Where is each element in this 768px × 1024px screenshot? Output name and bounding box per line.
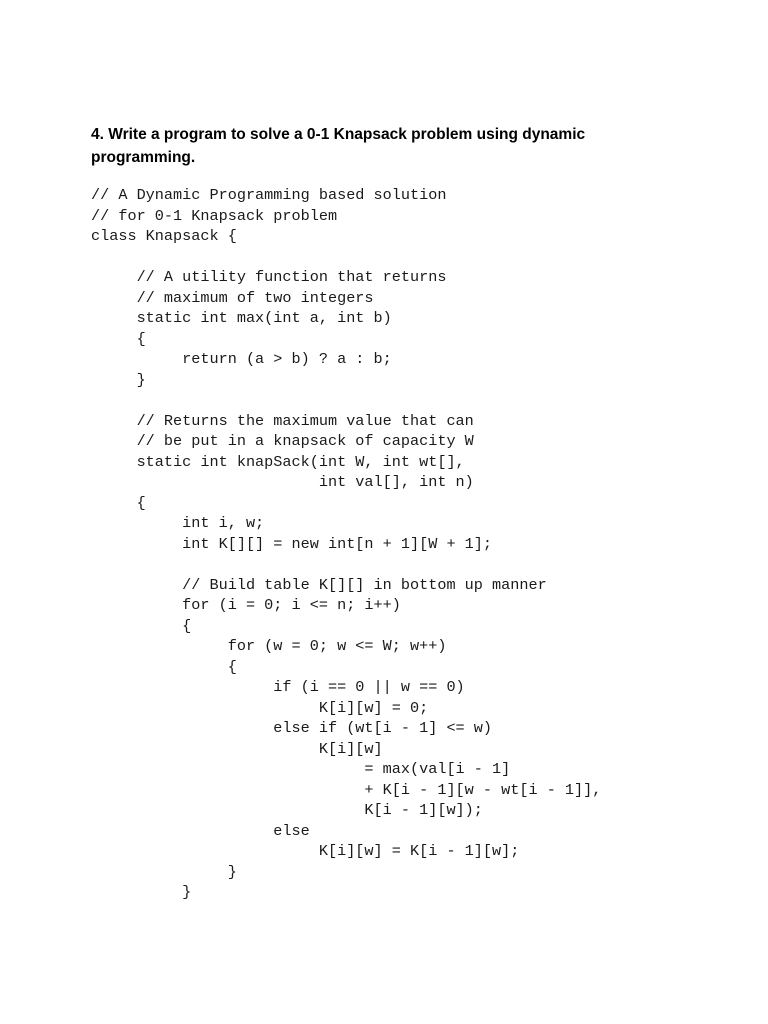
code-line: } <box>91 883 192 901</box>
code-line <box>91 554 601 575</box>
question-heading-line-1: 4. Write a program to solve a 0-1 Knapsack problem using dynamic <box>91 126 586 143</box>
code-line: = max(val[i - 1] <box>91 760 511 778</box>
code-line: else if (wt[i - 1] <= w) <box>91 719 493 737</box>
code-line: // A Dynamic Programming based solution <box>91 186 447 204</box>
code-line: for (i = 0; i <= n; i++) <box>91 596 401 614</box>
code-line: class Knapsack { <box>91 227 237 245</box>
code-line: int val[], int n) <box>91 473 474 491</box>
code-line <box>91 247 601 268</box>
code-line <box>91 390 601 411</box>
question-heading-line-2: programming. <box>91 149 196 166</box>
code-line: // maximum of two integers <box>91 288 374 307</box>
code-line: + K[i - 1][w - wt[i - 1]], <box>91 780 602 799</box>
question-heading <box>91 123 691 169</box>
code-line: K[i][w] <box>91 739 383 758</box>
code-line: // Returns the maximum value that can <box>91 411 474 430</box>
code-line: return (a > b) ? a : b; <box>91 350 392 368</box>
code-line: if (i == 0 || w == 0) <box>91 678 465 696</box>
code-line: int K[][] = new int[n + 1][W + 1]; <box>91 534 493 553</box>
code-line: for (w = 0; w <= W; w++) <box>91 637 447 655</box>
code-line: // A utility function that returns <box>91 268 447 286</box>
code-line: } <box>91 862 237 881</box>
code-line: else <box>91 821 310 840</box>
code-line: int i, w; <box>91 514 265 532</box>
code-line: { <box>91 616 192 635</box>
code-line: } <box>91 370 146 389</box>
code-line: // be put in a knapsack of capacity W <box>91 432 474 450</box>
code-line: { <box>91 657 237 676</box>
code-line: static int max(int a, int b) <box>91 309 392 327</box>
code-block <box>91 185 601 903</box>
code-line: { <box>91 493 146 512</box>
code-line: // for 0-1 Knapsack problem <box>91 206 338 225</box>
code-line: K[i - 1][w]); <box>91 801 483 819</box>
code-line: K[i][w] = K[i - 1][w]; <box>91 842 520 860</box>
code-line: // Build table K[][] in bottom up manner <box>91 575 547 594</box>
code-line: K[i][w] = 0; <box>91 698 429 717</box>
code-line: { <box>91 329 146 348</box>
code-line: static int knapSack(int W, int wt[], <box>91 452 465 471</box>
